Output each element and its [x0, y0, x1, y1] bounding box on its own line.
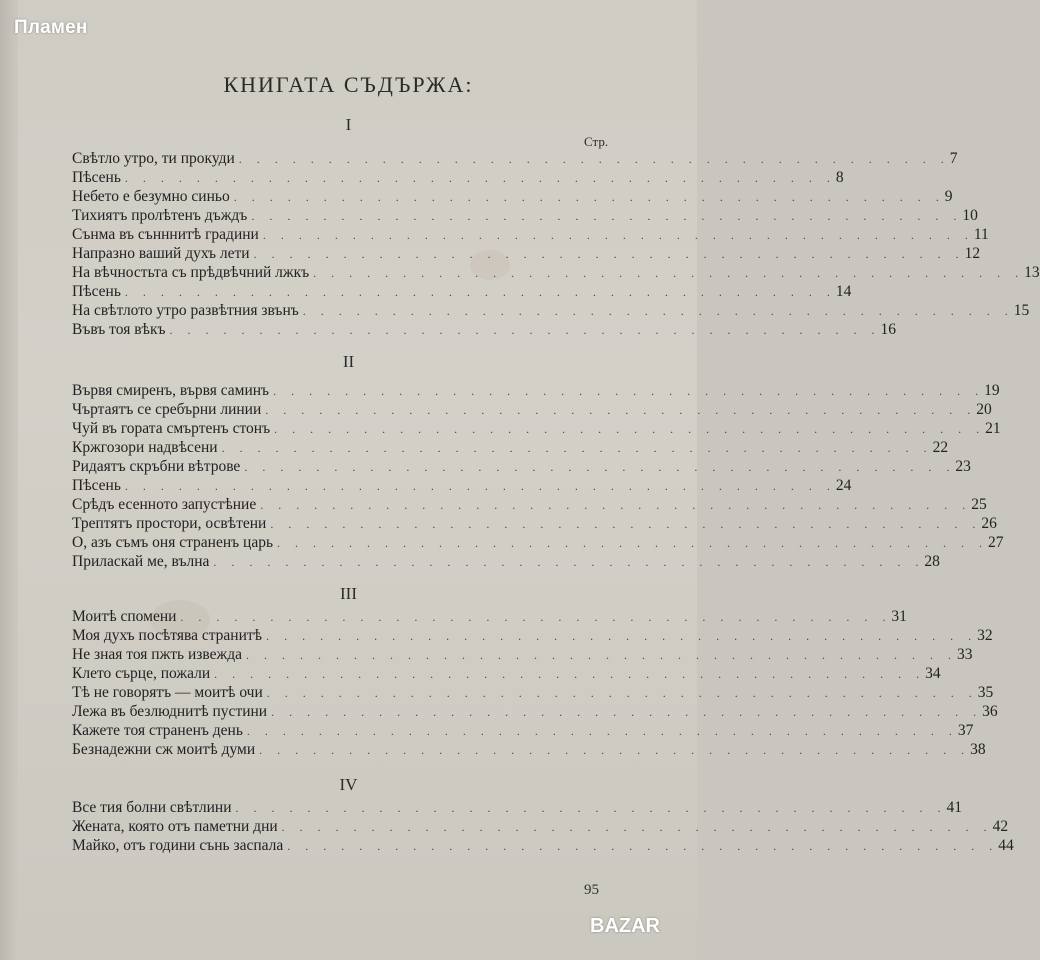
toc-entry: [72, 798, 962, 817]
entry-page: 20: [976, 401, 992, 418]
entry-page: 41: [946, 799, 962, 816]
leader-dots: . . . . . . . . . . . . . . . . . . . . . . . . . . . . . . . . . . . . . . . .: [271, 705, 983, 719]
toc-entry: [72, 514, 997, 533]
page-title: КНИГАТА СЪДЪРЖА:: [223, 72, 474, 97]
entry-page: 35: [977, 684, 994, 701]
toc-entry: [72, 263, 1040, 282]
entry-title: Не зная тоя пжть извежда: [72, 646, 243, 663]
leader-dots: . . . . . . . . . . . . . . . . . . . . . . . . . . . . . . . . . . . . . . . .: [313, 266, 1025, 280]
leader-dots: . . . . . . . . . . . . . . . . . . . . . . . . . . . . . . . . . . . . . . . .: [277, 536, 989, 550]
entry-title: Приласкай ме, вълна: [72, 553, 210, 570]
entry-page: 28: [924, 553, 940, 570]
toc-entry: [72, 419, 1001, 438]
entry-page: 44: [998, 837, 1014, 854]
leader-dots: . . . . . . . . . . . . . . . . . . . . . . . . . . . . . . . . . . . . . . . .: [180, 610, 892, 624]
entry-page: 13: [1024, 264, 1040, 281]
entry-title: Кажете тоя страненъ день: [72, 722, 243, 739]
leader-dots: . . . . . . . . . . . . . . . . . . . . . . . . . . . . . . . . . . . . . . . .: [124, 171, 836, 185]
watermark-text: Пламен: [14, 17, 88, 38]
leader-dots: . . . . . . . . . . . . . . . . . . . . . . . . . . . . . . . . . . . . . . . .: [169, 323, 881, 337]
toc-entry: [72, 168, 844, 187]
toc-entry: [72, 320, 896, 339]
leader-dots: . . . . . . . . . . . . . . . . . . . . . . . . . . . . . . . . . . . . . . . .: [259, 743, 971, 757]
leader-dots: . . . . . . . . . . . . . . . . . . . . . . . . . . . . . . . . . . . . . . . .: [253, 247, 965, 261]
toc-entry: [72, 607, 907, 626]
toc-entry: [72, 495, 987, 514]
entry-title: Клето сърце, пожали: [72, 665, 211, 682]
leader-dots: . . . . . . . . . . . . . . . . . . . . . . . . . . . . . . . . . . . . . . . .: [302, 304, 1014, 318]
entry-page: 25: [971, 496, 987, 513]
toc-entry: [72, 244, 981, 263]
section-numeral: II: [342, 352, 355, 371]
section-numeral: III: [340, 584, 357, 603]
entry-title: Моитѣ спомени: [72, 608, 177, 625]
toc-section-3: [72, 607, 998, 759]
leader-dots: . . . . . . . . . . . . . . . . . . . . . . . . . . . . . . . . . . . . . . . .: [270, 517, 982, 531]
entry-page: 23: [955, 458, 971, 475]
toc-entry: [72, 282, 852, 301]
leader-dots: . . . . . . . . . . . . . . . . . . . . . . . . . . . . . . . . . . . . . . . .: [124, 285, 836, 299]
toc-entry: [72, 702, 998, 721]
entry-page: 38: [970, 741, 986, 758]
leader-dots: . . . . . . . . . . . . . . . . . . . . . . . . . . . . . . . . . . . . . . . .: [266, 686, 978, 700]
leader-dots: . . . . . . . . . . . . . . . . . . . . . . . . . . . . . . . . . . . . . . . .: [262, 228, 974, 242]
leader-dots: . . . . . . . . . . . . . . . . . . . . . . . . . . . . . . . . . . . . . . . .: [124, 479, 836, 493]
entry-title: Трептятъ простори, освѣтени: [72, 515, 267, 532]
leader-dots: . . . . . . . . . . . . . . . . . . . . . . . . . . . . . . . . . . . . . . . .: [238, 152, 950, 166]
entry-page: 32: [977, 627, 993, 644]
leader-dots: . . . . . . . . . . . . . . . . . . . . . . . . . . . . . . . . . . . . . . . .: [244, 460, 956, 474]
leader-dots: . . . . . . . . . . . . . . . . . . . . . . . . . . . . . . . . . . . . . . . .: [287, 839, 999, 853]
page-edge-shadow: [0, 0, 18, 960]
entry-title: Напразно ваший духъ лети: [72, 245, 250, 262]
entry-page: 19: [984, 382, 1000, 399]
entry-page: 15: [1013, 302, 1030, 319]
section-numeral: I: [345, 115, 352, 134]
entry-title: Небето е безумно синьо: [72, 188, 230, 205]
page-column-label: Стр.: [584, 134, 609, 149]
toc-entry: [72, 533, 1004, 552]
leader-dots: . . . . . . . . . . . . . . . . . . . . . . . . . . . . . . . . . . . . . . . .: [265, 403, 977, 417]
entry-page: 12: [964, 245, 981, 262]
entry-page: 8: [835, 169, 844, 186]
page-number: 95: [584, 882, 599, 898]
entry-page: 9: [944, 188, 953, 205]
entry-page: 26: [981, 515, 997, 532]
toc-entry: [72, 721, 974, 740]
entry-page: 22: [932, 439, 949, 456]
entry-title: Въвъ тоя вѣкъ: [72, 321, 166, 338]
entry-title: Пѣсень: [72, 477, 121, 494]
toc-entry: [72, 149, 958, 168]
toc-entry: [72, 664, 941, 683]
leader-dots: . . . . . . . . . . . . . . . . . . . . . . . . . . . . . . . . . . . . . . . .: [260, 498, 972, 512]
entry-title: О, азъ съмъ оня страненъ царь: [72, 534, 274, 551]
leader-dots: . . . . . . . . . . . . . . . . . . . . . . . . . . . . . . . . . . . . . . . .: [274, 422, 986, 436]
bazar-logo: [588, 911, 688, 947]
leader-dots: . . . . . . . . . . . . . . . . . . . . . . . . . . . . . . . . . . . . . . . .: [235, 801, 947, 815]
toc-entry: [72, 645, 973, 664]
entry-page: 11: [973, 226, 989, 243]
leader-dots: . . . . . . . . . . . . . . . . . . . . . . . . . . . . . . . . . . . . . . . .: [273, 384, 985, 398]
toc-entry: [72, 381, 1000, 400]
leader-dots: . . . . . . . . . . . . . . . . . . . . . . . . . . . . . . . . . . . . . . . .: [233, 190, 945, 204]
leader-dots: . . . . . . . . . . . . . . . . . . . . . . . . . . . . . . . . . . . . . . . .: [221, 441, 933, 455]
toc-entry: [72, 225, 989, 244]
entry-title: Моя духъ посѣтява странитѣ: [72, 627, 263, 644]
section-numeral: IV: [339, 775, 358, 794]
entry-page: 16: [880, 321, 896, 338]
leader-dots: . . . . . . . . . . . . . . . . . . . . . . . . . . . . . . . . . . . . . . . .: [246, 648, 958, 662]
toc-entry: [72, 552, 940, 571]
entry-title: На вѣчностьта съ прѣдвѣчний лжкъ: [72, 264, 310, 281]
entry-page: 34: [925, 665, 941, 682]
entry-title: Жената, която отъ паметни дни: [72, 818, 278, 835]
leader-dots: . . . . . . . . . . . . . . . . . . . . . . . . . . . . . . . . . . . . . . . .: [246, 724, 958, 738]
entry-page: 14: [835, 283, 852, 300]
entry-page: 31: [891, 608, 907, 625]
toc-entry: [72, 626, 993, 645]
entry-page: 42: [992, 818, 1009, 835]
toc-entry: [72, 476, 852, 495]
bazar-logo-text: BAZAR: [590, 915, 660, 937]
toc-section-2: [72, 381, 1004, 571]
entry-title: Кржгозори надвѣсени: [72, 439, 218, 456]
leader-dots: . . . . . . . . . . . . . . . . . . . . . . . . . . . . . . . . . . . . . . . .: [251, 209, 963, 223]
leader-dots: . . . . . . . . . . . . . . . . . . . . . . . . . . . . . . . . . . . . . . . .: [266, 629, 978, 643]
toc-entry: [72, 206, 978, 225]
toc-entry: [72, 438, 949, 457]
entry-title: Вървя смиренъ, вървя саминъ: [72, 382, 270, 399]
entry-title: Сънма въ сънннитѣ градини: [72, 226, 259, 243]
toc-entry: [72, 301, 1030, 320]
entry-title: Пѣсень: [72, 169, 121, 186]
entry-title: Безнадежни сж моитѣ думи: [72, 741, 256, 758]
toc-section-1: [72, 149, 1040, 339]
entry-page: 33: [957, 646, 973, 663]
toc-entry: [72, 817, 1009, 836]
entry-page: 37: [957, 722, 974, 739]
toc-entry: [72, 836, 1014, 855]
entry-title: Чъртаятъ се сребърни линии: [72, 401, 262, 418]
entry-title: Срѣдъ есенното запустѣние: [72, 496, 257, 513]
leader-dots: . . . . . . . . . . . . . . . . . . . . . . . . . . . . . . . . . . . . . . . .: [213, 555, 925, 569]
toc-entry: [72, 740, 986, 759]
leader-dots: . . . . . . . . . . . . . . . . . . . . . . . . . . . . . . . . . . . . . . . .: [214, 667, 926, 681]
leader-dots: . . . . . . . . . . . . . . . . . . . . . . . . . . . . . . . . . . . . . . . .: [281, 820, 993, 834]
entry-title: Майко, отъ години сънь заспала: [72, 837, 284, 854]
toc-section-4: [72, 798, 1014, 855]
entry-page: 7: [949, 150, 958, 167]
entry-title: На свѣтлото утро развѣтния звънъ: [72, 302, 299, 319]
entry-title: Свѣтло утро, ти прокуди: [72, 150, 235, 167]
toc-entry: [72, 683, 994, 702]
entry-title: Все тия болни свѣтлини: [72, 799, 232, 816]
entry-page: 21: [985, 420, 1001, 437]
toc-entry: [72, 187, 953, 206]
entry-title: Ридаятъ скръбни вѣтрове: [72, 458, 241, 475]
toc-entry: [72, 400, 992, 419]
entry-title: Тихиятъ пролѣтенъ дъждъ: [72, 207, 248, 224]
entry-page: 10: [962, 207, 978, 224]
entry-page: 27: [988, 534, 1004, 551]
entry-title: Лежа въ безлюднитѣ пустини: [72, 703, 268, 720]
entry-page: 36: [982, 703, 998, 720]
entry-title: Тѣ не говорятъ — моитѣ очи: [72, 684, 263, 701]
toc-entry: [72, 457, 971, 476]
entry-page: 24: [835, 477, 852, 494]
entry-title: Чуй въ гората смъртенъ стонъ: [72, 420, 271, 437]
entry-title: Пѣсень: [72, 283, 121, 300]
